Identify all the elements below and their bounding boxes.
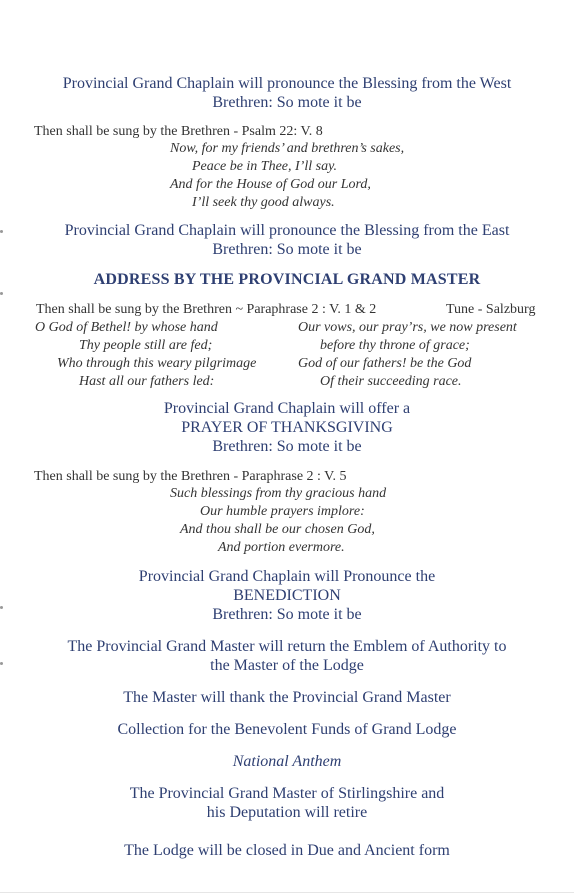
verse-line: O God of Bethel! by whose hand	[35, 320, 218, 335]
psalm-verse	[170, 140, 404, 212]
collection: Collection for the Benevolent Funds of Grand Lodge	[117, 721, 457, 738]
emblem-line1: The Provincial Grand Master will return the Emblem of Authority to	[67, 638, 507, 655]
verse-line: Thy people still are fed;	[79, 338, 213, 353]
paraphrase-2b-intro: Then shall be sung by the Brethren - Paraphrase 2 : V. 5	[34, 469, 347, 484]
paraphrase-2a-right-verse	[298, 319, 517, 391]
retire-line2: his Deputation will retire	[206, 804, 368, 821]
blessing-east	[0, 221, 574, 259]
paraphrase-2a-left-verse	[35, 319, 256, 391]
verse-line: God of our fathers! be the God	[298, 356, 472, 371]
verse-line: Peace be in Thee, I’ll say.	[192, 159, 338, 174]
page-edge	[0, 892, 574, 893]
verse-line: Our humble prayers implore:	[200, 504, 365, 519]
paraphrase-2a-intro: Then shall be sung by the Brethren ~ Paraphrase 2 : V. 1 & 2	[36, 302, 377, 317]
thanksgiving-response: Brethren: So mote it be	[212, 438, 362, 455]
verse-line: And for the House of God our Lord,	[170, 177, 371, 192]
scan-mark	[0, 662, 3, 665]
verse-line: Of their succeeding race.	[320, 374, 462, 389]
benediction-line1: Provincial Grand Chaplain will Pronounce the	[138, 568, 436, 585]
verse-line: And thou shall be our chosen God,	[180, 522, 375, 537]
thanksgiving-title: PRAYER OF THANKSGIVING	[181, 419, 393, 436]
paraphrase-2a-tune: Tune - Salzburg	[446, 302, 536, 317]
verse-line: before thy throne of grace;	[320, 338, 470, 353]
address-heading: ADDRESS BY THE PROVINCIAL GRAND MASTER	[93, 271, 481, 288]
retire-line1: The Provincial Grand Master of Stirlingshire and	[129, 785, 445, 802]
paraphrase-2b-verse	[170, 485, 386, 557]
emblem-line2: the Master of the Lodge	[210, 657, 364, 674]
verse-line: I’ll seek thy good always.	[192, 195, 335, 210]
blessing-west-line1: Provincial Grand Chaplain will pronounce the Blessing from the West	[62, 75, 512, 92]
blessing-west	[0, 74, 574, 112]
benediction-response: Brethren: So mote it be	[212, 606, 362, 623]
lodge-closing: The Lodge will be closed in Due and Ancient form	[124, 842, 450, 859]
master-thanks: The Master will thank the Provincial Grand Master	[123, 689, 451, 706]
verse-line: Now, for my friends’ and brethren’s sakes,	[170, 141, 405, 156]
deputation-retire	[0, 784, 574, 822]
verse-line: Our vows, our pray’rs, we now present	[298, 320, 517, 335]
verse-line: Such blessings from thy gracious hand	[170, 486, 387, 501]
verse-line: Hast all our fathers led:	[79, 374, 215, 389]
thanksgiving-line1: Provincial Grand Chaplain will offer a	[163, 400, 411, 417]
blessing-west-response: Brethren: So mote it be	[212, 94, 362, 111]
verse-line: Who through this weary pilgrimage	[57, 356, 257, 371]
thanksgiving	[0, 399, 574, 456]
verse-line: And portion evermore.	[218, 540, 345, 555]
benediction	[0, 567, 574, 624]
scan-mark	[0, 292, 3, 295]
national-anthem: National Anthem	[232, 753, 342, 770]
psalm-intro: Then shall be sung by the Brethren - Psalm 22: V. 8	[34, 124, 323, 139]
blessing-east-response: Brethren: So mote it be	[212, 241, 362, 258]
scan-mark	[0, 606, 3, 609]
emblem-return	[0, 637, 574, 675]
scan-mark	[0, 230, 3, 233]
benediction-title: BENEDICTION	[233, 587, 341, 604]
blessing-east-line1: Provincial Grand Chaplain will pronounce the Blessing from the East	[64, 222, 510, 239]
